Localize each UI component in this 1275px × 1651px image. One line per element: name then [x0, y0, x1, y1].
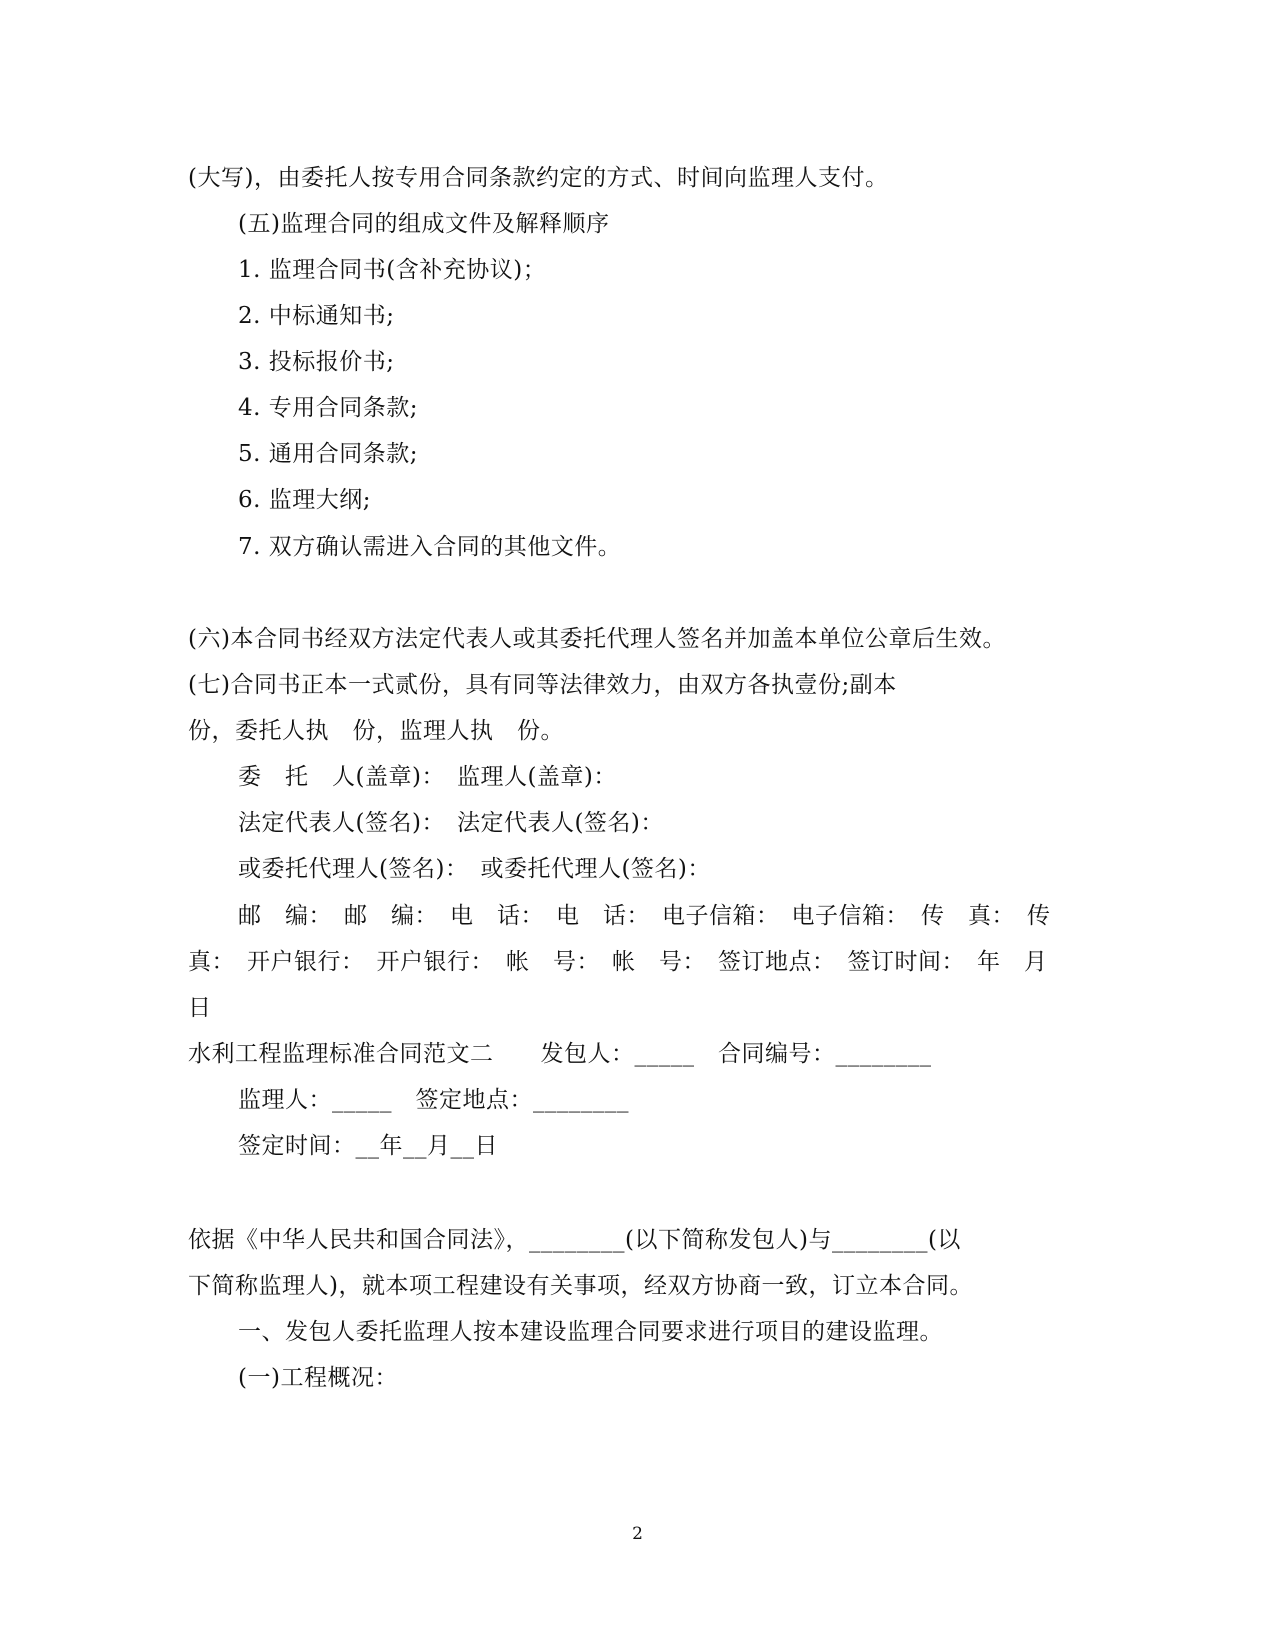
- list-item: 6. 监理大纲;: [238, 487, 372, 513]
- list-item: 5. 通用合同条款;: [238, 441, 419, 467]
- paragraph-line: 依据《中华人民共和国合同法》，________(以下简称发包人)与________(以: [188, 1227, 961, 1253]
- paragraph-line: (大写)，由委托人按专用合同条款约定的方式、时间向监理人支付。: [188, 165, 889, 191]
- contact-field-line: 邮 编： 邮 编： 电 话： 电 话： 电子信箱： 电子信箱： 传 真： 传: [238, 903, 1051, 929]
- list-item: 1. 监理合同书(含补充协议)；: [238, 257, 547, 283]
- signature-field-line: 委 托 人(盖章)： 监理人(盖章)：: [238, 764, 617, 790]
- contract-info-line: 签定时间：__年__月__日: [238, 1133, 498, 1159]
- signature-field-line: 或委托代理人(签名)： 或委托代理人(签名)：: [238, 856, 711, 882]
- paragraph-line: (六)本合同书经双方法定代表人或其委托代理人签名并加盖本单位公章后生效。: [188, 626, 1006, 652]
- page-number: 2: [632, 1524, 643, 1544]
- section-heading: 一、发包人委托监理人按本建设监理合同要求进行项目的建设监理。: [238, 1319, 943, 1345]
- list-item: 2. 中标通知书;: [238, 303, 395, 329]
- list-item: 4. 专用合同条款;: [238, 395, 419, 421]
- contact-field-line: 真： 开户银行： 开户银行： 帐 号： 帐 号： 签订地点： 签订时间： 年 月: [188, 949, 1048, 975]
- paragraph-line: 下简称监理人)，就本项工程建设有关事项，经双方协商一致，订立本合同。: [188, 1273, 973, 1299]
- paragraph-line: (七)合同书正本一式贰份，具有同等法律效力，由双方各执壹份;副本: [188, 672, 897, 698]
- list-item: 3. 投标报价书;: [238, 349, 395, 375]
- signature-field-line: 法定代表人(签名)： 法定代表人(签名)：: [238, 810, 664, 836]
- contact-field-line: 日: [188, 995, 212, 1021]
- section-heading: (一)工程概况：: [238, 1365, 398, 1391]
- section-heading: (五)监理合同的组成文件及解释顺序: [238, 211, 610, 237]
- contract-title-line: 水利工程监理标准合同范文二 发包人：_____ 合同编号：________: [188, 1041, 932, 1067]
- contract-info-line: 监理人：_____ 签定地点：________: [238, 1087, 629, 1113]
- list-item: 7. 双方确认需进入合同的其他文件。: [238, 534, 622, 560]
- paragraph-line: 份，委托人执 份，监理人执 份。: [188, 718, 564, 744]
